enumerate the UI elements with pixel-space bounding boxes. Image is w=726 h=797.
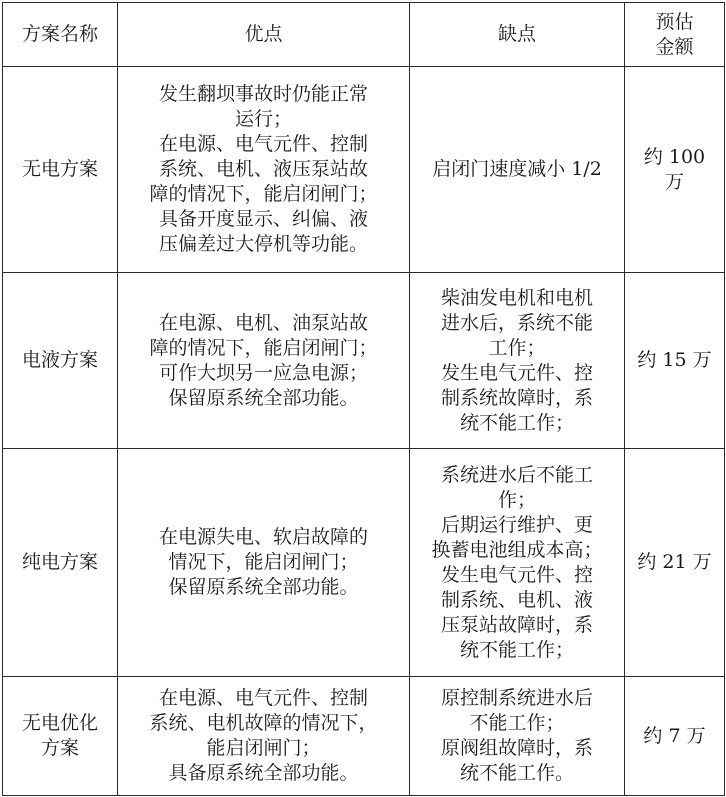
cell-text-line: 发生翻坝事故时仍能正常: [158, 83, 368, 105]
table-body: [3, 67, 725, 796]
table-row: [3, 273, 725, 449]
cell-text-line: 万: [664, 170, 684, 193]
table-row: [3, 677, 725, 796]
pros-cell: [118, 449, 410, 677]
cons-cell: [410, 273, 625, 449]
cost-cell: [625, 449, 725, 677]
cost-cell: [625, 677, 725, 796]
cell-text-line: 无电优化: [21, 712, 98, 734]
cell-text-line: 系统、电机、液压泵站故: [158, 158, 368, 180]
cell-text-line: 压泵站故障时，系: [440, 613, 593, 636]
header-cons: 缺点: [410, 3, 625, 67]
cell-text-line: 后期运行维护、更: [440, 513, 593, 536]
cell-text-line: 情况下，能启闭闸门；: [168, 551, 359, 573]
cell-text-line: 具备原系统全部功能。: [168, 762, 359, 784]
cell-text-line: 方案: [40, 737, 79, 759]
cell-text-line: 统不能工作。: [459, 762, 574, 784]
cell-text-line: 进水后，系统不能: [440, 311, 593, 334]
cell-text-line: 约 15 万: [637, 349, 712, 371]
cell-text-line: 约 100: [643, 145, 706, 168]
cell-text-line: 具备开度显示、纠偏、液: [158, 208, 368, 230]
scheme-name-cell: [3, 677, 118, 796]
cell-text-line: 在电源失电、软启故障的: [158, 526, 368, 548]
cell-text-line: 制系统、电机、液: [440, 588, 593, 611]
cell-text-line: 换蓄电池组成本高；: [431, 538, 603, 561]
cell-text-line: 柴油发电机和电机: [440, 286, 593, 309]
pros-cell: [118, 677, 410, 796]
header-cost-line: 预估: [655, 10, 694, 33]
cell-text-line: 在电源、电气元件、控制: [158, 687, 368, 709]
cell-text-line: 障的情况下，能启闭闸门；: [149, 336, 378, 359]
header-row: [3, 3, 725, 67]
cost-cell: [625, 273, 725, 449]
pros-cell: [118, 273, 410, 449]
header-scheme-name: 方案名称: [3, 3, 118, 67]
cell-text-line: 可作大坝另一应急电源；: [158, 361, 368, 384]
table-row: [3, 67, 725, 273]
scheme-name-cell: [3, 67, 118, 273]
cell-text-line: 能启闭闸门；: [206, 737, 321, 759]
scheme-name-cell: [3, 449, 118, 677]
cell-text-line: 统不能工作；: [459, 638, 574, 661]
cell-text-line: 压偏差过大停机等功能。: [158, 233, 368, 255]
pros-cell: [118, 67, 410, 273]
cell-text-line: 保留原系统全部功能。: [168, 576, 359, 598]
scheme-comparison-table: [2, 2, 725, 796]
cell-text-line: 启闭门速度减小 1/2: [432, 158, 602, 180]
cell-text-line: 原阀组故障时，系: [440, 737, 593, 759]
header-cost-line: 金额: [655, 35, 694, 58]
cell-text-line: 保留原系统全部功能。: [168, 386, 359, 409]
cell-text-line: 在电源、电气元件、控制: [158, 133, 368, 155]
cell-text-line: 作；: [497, 488, 536, 511]
cell-text-line: 约 21 万: [637, 551, 712, 573]
cell-text-line: 发生电气元件、控: [440, 563, 593, 586]
cell-text-line: 原控制系统进水后: [440, 687, 593, 709]
header-estimated-cost: [625, 3, 725, 67]
scheme-name-cell: [3, 273, 118, 449]
cell-text-line: 工作；: [488, 336, 546, 359]
cell-text-line: 系统进水后不能工: [440, 463, 593, 486]
cell-text-line: 无电方案: [21, 158, 98, 180]
cell-text-line: 电液方案: [21, 349, 98, 371]
table-row: [3, 449, 725, 677]
cell-text-line: 制系统故障时，系: [440, 386, 593, 409]
cell-text-line: 纯电方案: [21, 551, 98, 573]
cell-text-line: 在电源、电机、油泵站故: [158, 311, 368, 334]
cell-text-line: 运行；: [234, 108, 292, 130]
cell-text-line: 统不能工作；: [459, 411, 574, 434]
cell-text-line: 不能工作；: [469, 712, 565, 734]
cell-text-line: 障的情况下，能启闭闸门；: [149, 183, 378, 205]
cost-cell: [625, 67, 725, 273]
header-pros: 优点: [118, 3, 410, 67]
cell-text-line: 发生电气元件、控: [440, 361, 593, 384]
cons-cell: [410, 67, 625, 273]
cell-text-line: 约 7 万: [643, 724, 706, 747]
cell-text-line: 系统、电机故障的情况下，: [149, 712, 378, 734]
cons-cell: [410, 677, 625, 796]
cons-cell: [410, 449, 625, 677]
